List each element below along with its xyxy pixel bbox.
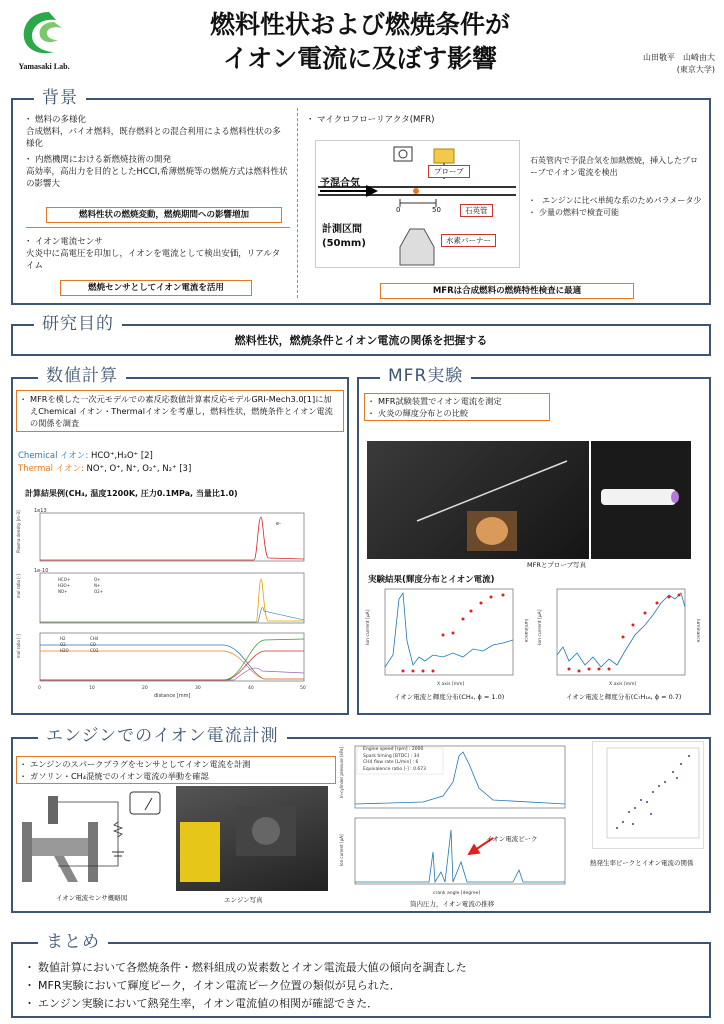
mfr-exp-points <box>364 393 550 421</box>
background-left <box>26 114 288 190</box>
xtick-10: 10 <box>89 686 95 691</box>
title-line-2: イオン電流に及ぼす影響 <box>222 44 498 73</box>
c7h16-ylabel-left: Ion current [μA] <box>538 609 543 645</box>
ch4-ylabel-left: Ion current [μA] <box>366 609 371 645</box>
measure-length: (50mm) <box>322 238 366 249</box>
item-fuel-diversity: ・ 燃料の多様化 <box>26 114 288 126</box>
author-names: 山田敬平 山崎由大 <box>643 53 715 62</box>
summary-list <box>26 959 706 1013</box>
numerical-desc: ・ MFRを模した一次元モデルでの素反応数値計算素反応モデルGRI-Mech3.0[1]に加えChemical イオン・Thermalイオンを考慮し，燃料性状，燃焼条件とイオン電流の関係を調査 <box>21 393 339 429</box>
tick-50: 50 <box>432 206 441 214</box>
mfr-plot-c7h16 <box>535 585 705 695</box>
plot2-scale: 1e-10 <box>34 568 49 574</box>
calc-example: 計算結果例(CH₄, 温度1200K, 圧力0.1MPa, 当量比1.0) <box>25 489 238 498</box>
c7h16-ylabel-right: luminance <box>695 619 700 643</box>
mfr-desc-text: 石英管内で予混合気を加熱燃焼，挿入したプローブでイオン電流を検出 <box>530 156 698 177</box>
ch4-ylabel-right: luminance <box>523 619 528 643</box>
mfr-exp-title: MFR実験 <box>380 366 471 386</box>
ion-current-line <box>385 593 513 667</box>
ch4-xlabel: X axis [mm] <box>437 682 465 687</box>
logo <box>14 8 84 70</box>
plot3-legend-3: CH4 <box>90 636 99 641</box>
luminance-points <box>402 594 505 673</box>
c7h16-xlabel: X axis [mm] <box>609 682 637 687</box>
plot3-co2-line <box>40 651 304 680</box>
plot3-legend-5: CO2 <box>90 648 99 653</box>
luminance-points-2 <box>568 594 681 673</box>
purpose-text: 燃料性状，燃焼条件とイオン電流の関係を把握する <box>234 334 488 347</box>
thermal-ions: NO⁺, O⁺, N⁺, O₂⁺, N₂⁺ [3] <box>86 464 192 474</box>
summary-item-2: ・ MFR実験において輝度ピーク，イオン電流ピーク位置の類似が見られた． <box>26 977 706 995</box>
ion-sensor-text <box>26 236 288 272</box>
plot1-scale: 1e13 <box>34 508 47 514</box>
engine-point-1: ・ エンジンのスパークプラグをセンサとしてイオン電流を計測 <box>21 758 331 770</box>
numerical-desc-box <box>16 390 344 432</box>
plot3-o2-line <box>40 651 304 679</box>
plot2-h3o-line <box>40 608 304 622</box>
numerical-plot-svg <box>14 503 314 703</box>
caption-sensor-diagram: イオン電流センサ概略図 <box>56 894 128 902</box>
cond-speed: Engine speed [rpm] : 2000 <box>363 747 424 752</box>
summary-item-1: ・ 数値計算において各燃焼条件・燃料組成の炭素数とイオン電流最大値の傾向を調査した <box>26 959 706 977</box>
camera-icon <box>394 147 412 161</box>
mfr-photo-art <box>367 441 589 559</box>
scatter-points <box>616 755 690 829</box>
photo-caption: MFRとプローブ写真 <box>527 561 587 569</box>
plot2-frame <box>40 573 304 623</box>
plot2-legend <box>58 577 103 594</box>
impact-box: 燃料性状の燃焼変動，燃焼期間への影響増加 <box>46 207 282 223</box>
yamasaki-logo-icon <box>14 8 84 58</box>
ion-current-line-2 <box>557 593 685 667</box>
xtick-50: 50 <box>300 686 306 691</box>
thermal-label: Thermal イオン: <box>18 464 84 474</box>
logo-text: Yamasaki Lab. <box>18 62 70 71</box>
divider <box>26 227 290 228</box>
engine-point-2: ・ ガソリン・CH₄混焼でのイオン電流の挙動を確認 <box>21 770 331 782</box>
mfr-box: MFRは合成燃料の燃焼特性検査に最適 <box>380 283 634 299</box>
item-new-combustion: ・ 内燃機関における新燃焼技術の開発 <box>26 154 288 166</box>
plot3-ylabel: mol ratio [-] <box>16 634 21 658</box>
cond-flow: CH4 flow rate [L/min] : 6 <box>363 760 419 765</box>
cond-equivalence: Equivalence ratio [-] : 0.673 <box>363 766 426 772</box>
affiliation: (東京大学) <box>676 65 715 74</box>
burner-icon <box>400 229 434 265</box>
plot2-legend-1: H3O+ <box>58 583 71 588</box>
plot1-frame <box>40 513 304 561</box>
plot3-legend <box>60 636 99 653</box>
flame-point <box>413 188 419 194</box>
x-label: distance [mm] <box>154 693 191 699</box>
plot1-electron-line <box>40 517 304 560</box>
poster-title <box>120 8 600 76</box>
mfr-exp-point-1: ・ MFR試験装置でイオン電流を測定 <box>369 395 545 407</box>
plot1-ylabel: Plasma density [m-3] <box>16 510 21 553</box>
xtick-40: 40 <box>248 686 254 691</box>
plot2-ylabel: mol ratio [-] <box>16 574 21 598</box>
engine-title: エンジンでのイオン電流計測 <box>38 726 287 746</box>
probe-photo-art <box>591 441 691 559</box>
chemical-label: Chemical イオン: <box>18 451 89 461</box>
pressure-ylabel: In-cylinder pressure [kPa] <box>339 746 344 798</box>
ion-types <box>18 450 191 476</box>
ion-ylabel: Ion current [μA] <box>339 834 344 866</box>
chemical-ions: HCO⁺,H₃O⁺ [2] <box>90 451 153 461</box>
crank-xlabel: crank angle [degree] <box>433 891 481 896</box>
mfr-plot-c7h16-svg <box>535 585 705 695</box>
mfr-description <box>530 155 705 219</box>
caption-ch4: イオン電流と輝度分布(CH₄, ϕ = 1.0) <box>394 693 505 701</box>
plot2-legend-3: O+ <box>94 577 101 582</box>
plot3-co-line <box>40 668 304 680</box>
probe-block <box>434 149 454 163</box>
xtick-30: 30 <box>195 686 201 691</box>
mfr-point-1: ・ エンジンに比べ単純な系のためパラメータ少 <box>530 195 705 207</box>
plot2-hco-line <box>40 579 304 622</box>
label-measure <box>322 223 366 251</box>
numerical-plots <box>14 503 314 703</box>
plot3-legend-1: O2 <box>60 642 66 647</box>
engine-points <box>16 756 336 784</box>
plot3-legend-2: H2O <box>60 648 69 653</box>
background-title: 背景 <box>34 88 86 108</box>
mfr-plot-ch4-svg <box>363 585 533 695</box>
engine-conditions <box>363 747 426 773</box>
sensor-box: 燃焼センサとしてイオン電流を活用 <box>60 280 252 296</box>
caption-scatter: 熱発生率ピークとイオン電流の関係 <box>590 859 694 867</box>
numerical-title: 数値計算 <box>38 366 126 386</box>
plot2-legend-2: NO+ <box>58 589 68 594</box>
ion-sensor-body: 火炎中に高電圧を印加し，イオンを電流として検出安価，リアルタイム <box>26 249 281 271</box>
section-divider <box>297 108 298 298</box>
plot3-legend-0: H2 <box>60 636 66 641</box>
plot2-legend-5: O2+ <box>94 589 104 594</box>
item-fuel-diversity-body: 合成燃料，バイオ燃料，既存燃料との混合利用による燃料性状の多様化 <box>26 127 281 149</box>
purpose-title: 研究目的 <box>34 314 122 334</box>
tick-0: 0 <box>396 206 401 214</box>
summary-item-3: ・ エンジン実験において熱発生率，イオン電流値の相関が確認できた． <box>26 995 706 1013</box>
label-burner: 水素バーナー <box>441 234 496 247</box>
caption-c7h16: イオン電流と輝度分布(C₇H₁₆, ϕ = 0.7) <box>566 693 682 701</box>
probe-photo <box>591 441 691 559</box>
cond-spark: Spark timing [BTDC] : 34 <box>363 753 420 759</box>
sensor-diagram <box>18 786 168 891</box>
caption-engine-photo: エンジン写真 <box>224 896 263 904</box>
result-title: 実験結果(輝度分布とイオン電流) <box>368 575 495 585</box>
label-probe: プローブ <box>428 165 470 178</box>
meter-icon <box>130 792 160 814</box>
mfr-plot-ch4 <box>363 585 533 695</box>
summary-title: まとめ <box>38 932 108 952</box>
ion-sensor-head: ・ イオン電流センサ <box>26 236 288 248</box>
sensor-diagram-svg <box>18 786 168 891</box>
authors <box>610 52 715 76</box>
title-line-1: 燃料性状および燃焼条件が <box>209 10 510 39</box>
mfr-point-2: ・ 少量の燃料で検査可能 <box>530 207 705 219</box>
scatter-plot-svg <box>593 742 705 850</box>
engine-photo <box>176 786 328 891</box>
x-ticks <box>38 685 306 691</box>
mfr-head-text: ・ マイクロフローリアクタ(MFR) <box>308 114 435 126</box>
plot1-legend: e- <box>276 521 281 527</box>
plot3-ch4-line <box>40 645 304 679</box>
peak-label: イオン電流ピーク <box>486 835 538 843</box>
xtick-20: 20 <box>142 686 148 691</box>
label-quartz: 石英管 <box>460 204 493 217</box>
plot3-legend-4: CO <box>90 642 96 647</box>
measure-text: 計測区間 <box>322 224 362 235</box>
mfr-exp-point-2: ・ 火炎の輝度分布との比較 <box>369 407 545 419</box>
engine-photo-art <box>176 786 328 891</box>
mfr-photo <box>367 441 589 559</box>
plot2-legend-0: HCO+ <box>58 577 71 582</box>
caption-pressure-ion: 筒内圧力，イオン電流の推移 <box>410 900 495 908</box>
scatter-plot <box>592 741 704 849</box>
plot2-legend-4: N+ <box>94 583 101 588</box>
mfr-head <box>308 114 435 126</box>
item-new-combustion-body: 高効率，高出力を目的としたHCCI,希薄燃焼等の燃焼方式は燃料性状の影響大 <box>26 167 288 189</box>
xtick-0: 0 <box>38 686 41 691</box>
label-premix: 予混合気 <box>320 178 360 189</box>
